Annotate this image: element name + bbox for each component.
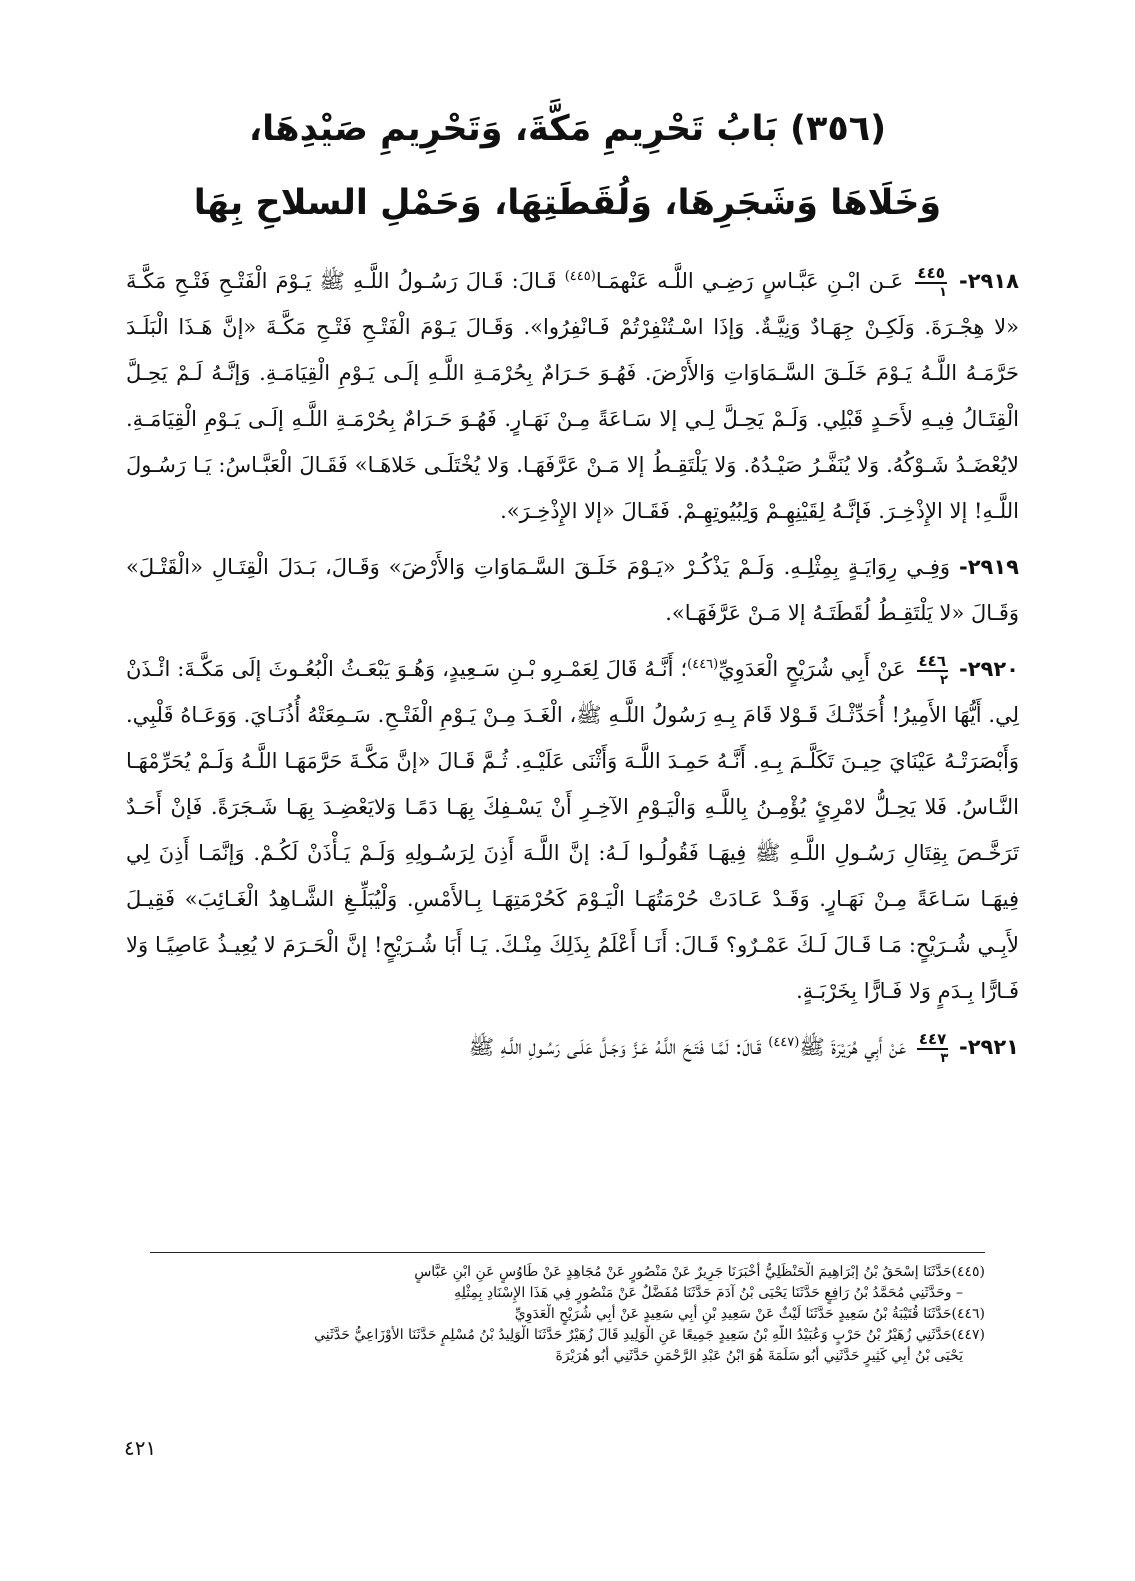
footnote-447-continuation: يَحْيَى بْنُ أَبِي كَثِيرٍ حَدَّثَنِي أَبُو سَلَمَةَ هُوَ ابْنُ عَبْدِ الرَّحْمَنِ حَدَّثَنِي أَبُو هُرَيْرَةَ (555, 1348, 963, 1364)
hadith-text-start: عَنْ أَبِي هُرَيْرَةَ ﷺ (799, 1035, 907, 1059)
hadith-2920 (126, 646, 1019, 1014)
hadith-body (126, 258, 1019, 1080)
footnote-reference: (٤٤٧) (768, 1035, 800, 1050)
footnote-reference: (٤٤٦) (687, 657, 719, 672)
hadith-text: وَفِـي رِوَايَـةٍ بِمِثْلِـهِ. وَلَـمْ يَذْكُـرْ «يَـوْمَ خَلَـقَ السَّـمَاوَاتِ وَالأَرْضَ» وَقَـالَ، بَـدَلَ الْقِتَـالِ «الْقَتْـلَ» وَقَـالَ «لا يَلْتَقِـطُ لُقَطَتَـهُ إلا مَـنْ عَرَّفَهَـا». (126, 555, 1019, 625)
footnote-separator (150, 1252, 985, 1253)
chapter-title-line-1: (٣٥٦) بَابُ تَحْرِيمِ مَكَّةَ، وَتَحْرِيمِ صَيْدِهَا، (248, 109, 887, 149)
hadith-number: ٢٩٢١- (959, 1035, 1019, 1059)
footnote-reference: (٤٤٥) (564, 269, 596, 284)
footnote-445-continuation: – وحَدَّثَنِي مُحَمَّدُ بْنُ رَافِعٍ حَدَّثَنَا يَحْيَى بْنُ آدَمَ حَدَّثَنَا مُفَضَّلٌ عَنْ مَنْصُورٍ فِي هَذَا الإِسْنَادِ بِمِثْلِهِ (454, 1285, 963, 1301)
chapter-hadith-index-bottom: ١ (938, 284, 947, 300)
hadith-text: قَـالَ: قَـالَ رَسُـولُ اللَّـهِ ﷺ يَـوْمَ الْفَتْـحِ فَتْـحِ مَكَّـةَ «لا هِجْـرَةَ. وَلَكِـنْ جِهَـادٌ وَنِيَّـةٌ. وَإذَا اسْـتُنْفِرْتُمْ فَـانْفِرُوا». وَقَـالَ يَـوْمَ الْفَتْـحِ فَتْـحِ مَكَّـةَ «إنَّ هَـذَا الْبَلَـدَ حَرَّمَـهُ اللَّـهُ يَـوْمَ خَلَـقَ السَّـمَاوَاتِ وَالأَرْضَ. فَهُـوَ حَـرَامٌ بِحُرْمَـةِ اللَّـهِ إلَـى يَـوْمِ الْقِيَامَـةِ. وَإنَّـهُ لَـمْ يَحِـلَّ الْقِتَـالُ فِيـهِ لأَحَـدٍ قَبْلِي. وَلَـمْ يَحِـلَّ لِـي إلا سَـاعَةً مِـنْ نَهَـارٍ. فَهُـوَ حَـرَامٌ بِحُرْمَـةِ اللَّـهِ إلَـى يَـوْمِ الْقِيَامَـةِ. لايُعْضَـدُ شَـوْكُهُ. وَلا يُنَفَّـرُ صَيْـدُهُ. وَلا يَلْتَقِـطُ إلا مَـنْ عَرَّفَهَـا. وَلا يُخْتَلَـى خَلاهَـا» فَقَـالَ الْعَبَّـاسُ: يَـا رَسُـولَ اللَّـهِ! إلا الإِذْخِـرَ. فَإنَّـهُ لِقَيْنِهِـمْ وَلِبُيُوتِهِـمْ. فَقَـالَ «إلا الإِذْخِـرَ». (126, 269, 1019, 523)
hadith-text: ؛ أَنَّـهُ قَالَ لِعَمْـرِو بْـنِ سَـعِيدٍ، وَهُـوَ يَبْعَـثُ الْبُعُـوثَ إلَى مَكَّـةَ: ائْـذَنْ لِي. أَيُّهَا الأَمِيرُ! أُحَدِّثْـكَ قَـوْلا قَامَ بِـهِ رَسُولُ اللَّـهِ ﷺ، الْغَـدَ مِـنْ يَـوْمِ الْفَتْـحِ. سَـمِعَتْهُ أُذُنَـايَ. وَوَعَـاهُ قَلْبِي. وَأَبْصَرَتْـهُ عَيْنَايَ حِيـنَ تَكَلَّـمَ بِـهِ. أَنَّـهُ حَمِـدَ اللَّـهَ وَأَثْنَى عَلَيْـهِ. ثُـمَّ قَـالَ «إنَّ مَكَّـةَ حَرَّمَهَـا اللَّـهُ وَلَـمْ يُحَرِّمْهَـا النَّـاسُ. فَلا يَحِـلُّ لامْرِئٍ يُؤْمِـنُ بِاللَّـهِ وَالْيَـوْمِ الآخِـرِ أَنْ يَسْـفِكَ بِهَـا دَمًـا وَلايَعْضِـدَ بِهَـا شَـجَرَةً. فَإنْ أَحَـدٌ تَرَخَّـصَ بِقِتَالِ رَسُـولِ اللَّـهِ ﷺ فِيهَـا فَقُولُـوا لَـهُ: إنَّ اللَّـهَ أَذِنَ لِرَسُـولِهِ وَلَـمْ يَـأْذَنْ لَكُـمْ. وَإنَّمَـا أَذِنَ لِي فِيهَـا سَـاعَةً مِـنْ نَهَـارٍ. وَقَـدْ عَـادَتْ حُرْمَتُهَـا الْيَـوْمَ كَحُرْمَتِهَـا بِـالأَمْسِ. وَلْيُبَلِّـغِ الشَّـاهِدُ الْغَـائِبَ» فَقِيـلَ لأَبِـي شُـرَيْحٍ: مَـا قَـالَ لَـكَ عَمْـرٌو؟ قَـالَ: أَنَـا أَعْلَمُ بِذَلِكَ مِنْـكَ. يَـا أَبَا شُـرَيْحٍ! إنَّ الْحَـرَمَ لا يُعِيـذُ عَاصِيًـا وَلا فَـارًّا بِـدَمٍ وَلا فَـارًّا بِخَرْبَـةٍ. (126, 657, 1019, 1003)
hadith-text: قَـالَ: لَمَّـا فَتَـحَ اللَّـهُ عَـزَّ وَجَـلَّ عَلَـى رَسُـولِ اللَّـهِ ﷺ (468, 1035, 769, 1059)
chapter-hadith-index (915, 263, 947, 300)
chapter-hadith-index (917, 1029, 949, 1066)
chapter-hadith-index-bottom: ٢ (940, 672, 948, 688)
hadith-2918 (126, 258, 1019, 534)
chapter-hadith-index-bottom: ٣ (940, 1050, 949, 1066)
hadith-2921 (126, 1024, 1019, 1070)
footnote-446: (٤٤٦)حَدَّثَنَا قُتَيْبَةُ بْنُ سَعِيدٍ حَدَّثَنَا لَيْثٌ عَنْ سَعِيدِ بْنِ أَبِي سَعِيدٍ عَنْ أَبِي شُرَيْحٍ الْعَدَوِيِّ (514, 1306, 985, 1322)
hadith-text-start: عَنْ أَبِي شُرَيْحٍ الْعَدَوِيِّ (718, 657, 906, 681)
hadith-text-start: عَـن ابْـنِ عَبَّـاسٍ رَضِـي اللَّـه عَنْهمَـا (595, 269, 904, 293)
chapter-hadith-index-top: ٤٤٦ (918, 651, 946, 670)
hadith-number: ٢٩١٩- (959, 555, 1019, 579)
footnotes (126, 1262, 985, 1367)
footnote-445: (٤٤٥)حَدَّثَنَا إسْحَقُ بْنُ إبْرَاهِيمَ الْحَنْظَلِيُّ أَخْبَرَنَا جَرِيرٌ عَنْ مَنْصُورٍ عَنْ مُجَاهِدٍ عَنْ طَاوُسٍ عَنِ ابْنِ عَبَّاسٍ (414, 1264, 985, 1280)
chapter-hadith-index-top: ٤٤٥ (917, 263, 945, 282)
hadith-number: ٢٩١٨- (959, 269, 1019, 293)
chapter-hadith-index (917, 651, 948, 688)
hadith-2919 (126, 544, 1019, 636)
hadith-number: ٢٩٢٠- (959, 657, 1019, 681)
chapter-title (110, 92, 1025, 240)
footnote-447: (٤٤٧)حَدَّثَنِي زُهَيْرُ بْنُ حَرْبٍ وَعُبَيْدُ اللَّهِ بْنُ سَعِيدٍ جَمِيعًا عَنِ الْوَلِيدِ قَالَ زُهَيْرٌ حَدَّثَنَا الْوَلِيدُ بْنُ مُسْلِمٍ حَدَّثَنَا الأَوْزَاعِيُّ حَدَّثَنِي (314, 1327, 985, 1343)
chapter-title-line-2: وَخَلَاهَا وَشَجَرِهَا، وَلُقَطَتِهَا، وَحَمْلِ السلاحِ بِهَا (193, 183, 942, 223)
chapter-hadith-index-top: ٤٤٧ (918, 1029, 947, 1048)
page-number: ٤٢١ (124, 1436, 157, 1460)
